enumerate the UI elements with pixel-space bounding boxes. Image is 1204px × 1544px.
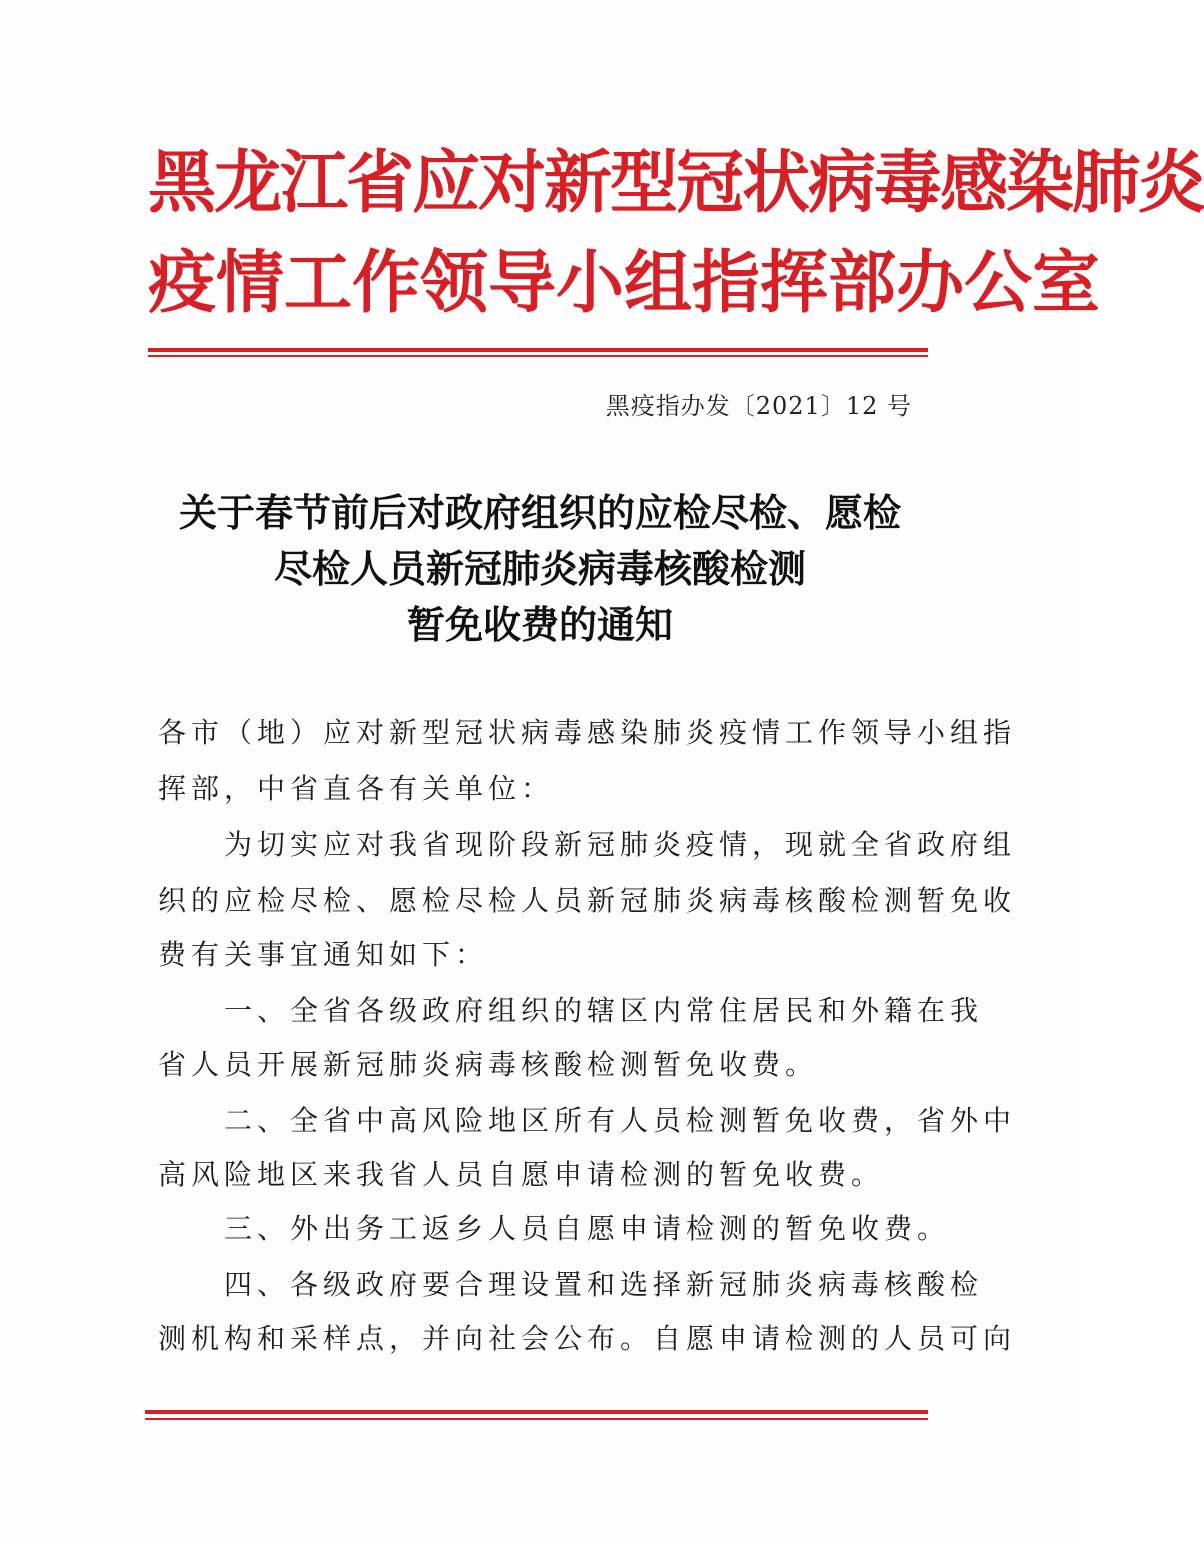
body-line-1: 各市（地）应对新型冠状病毒感染肺炎疫情工作领导小组指 [158, 716, 1017, 749]
body-line-11: 四、各级政府要合理设置和选择新冠肺炎病毒核酸检 [158, 1268, 984, 1301]
body-line-10: 三、外出务工返乡人员自愿申请检测的暂免收费。 [158, 1212, 951, 1245]
body-line-12: 测机构和采样点，并向社会公布。自愿申请检测的人员可向 [158, 1322, 1017, 1355]
footer-rule-thick [145, 1410, 928, 1414]
header-rule-thin [148, 355, 928, 357]
body-line-9: 高风险地区来我省人员自愿申请检测的暂免收费。 [158, 1158, 885, 1191]
body-line-8: 二、全省中高风险地区所有人员检测暂免收费，省外中 [158, 1104, 1017, 1137]
body-line-7: 省人员开展新冠肺炎病毒核酸检测暂免收费。 [158, 1048, 819, 1081]
body-line-2: 挥部，中省直各有关单位： [158, 772, 555, 805]
letterhead-line-1: 黑龙江省应对新型冠状病毒感染肺炎 [148, 144, 1204, 223]
document-number: 黑疫指办发〔2021〕12 号 [605, 392, 912, 420]
body-line-5: 费有关事宜通知如下： [158, 938, 489, 971]
notice-title-line-3: 暂免收费的通知 [406, 602, 673, 647]
body-line-6: 一、全省各级政府组织的辖区内常住居民和外籍在我 [158, 994, 984, 1027]
letterhead-line-2: 疫情工作领导小组指挥部办公室 [148, 244, 1101, 323]
notice-title-line-2: 尽检人员新冠肺炎病毒核酸检测 [273, 546, 806, 591]
footer-rule-thin [145, 1418, 928, 1420]
notice-title-line-1: 关于春节前后对政府组织的应检尽检、愿检 [178, 490, 901, 535]
body-line-3: 为切实应对我省现阶段新冠肺炎疫情，现就全省政府组 [158, 828, 1017, 861]
header-rule-thick [148, 348, 928, 352]
body-line-4: 织的应检尽检、愿检尽检人员新冠肺炎病毒核酸检测暂免收 [158, 884, 1017, 917]
